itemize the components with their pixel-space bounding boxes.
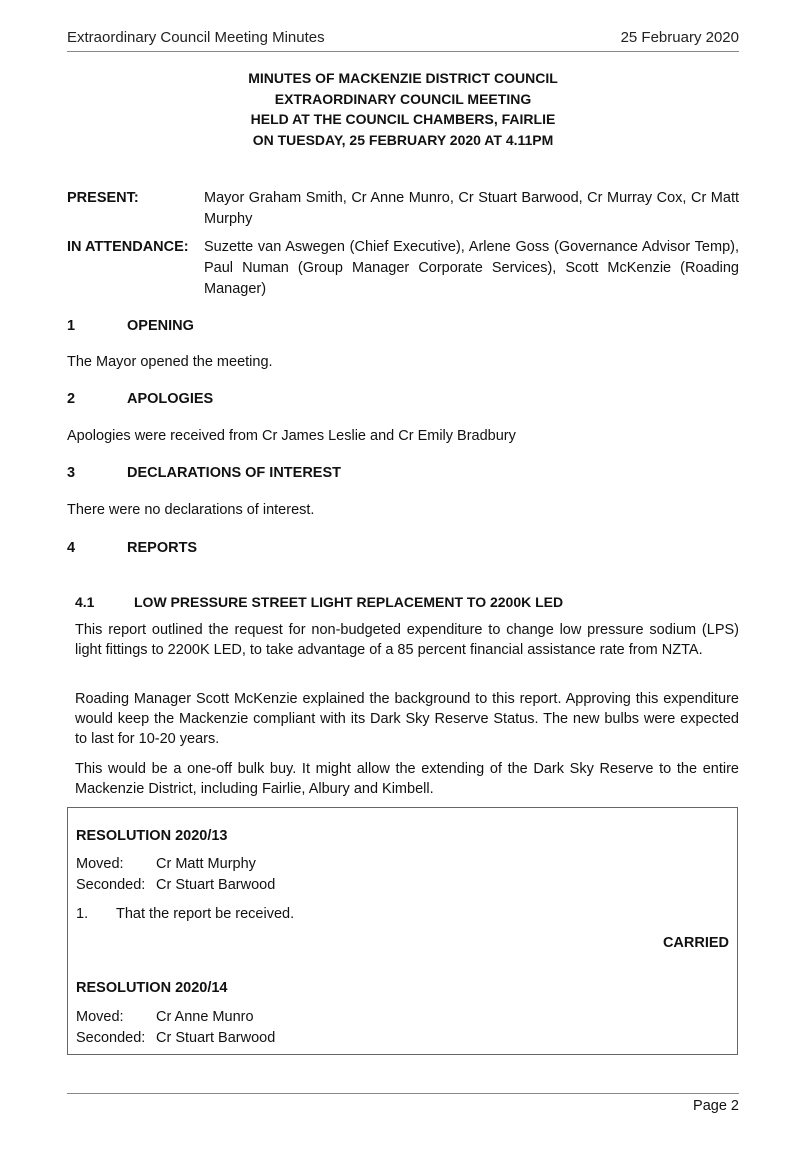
section-heading-declarations bbox=[67, 463, 341, 483]
moved-value: Cr Anne Munro bbox=[156, 1009, 254, 1025]
item-number: 1. bbox=[76, 906, 89, 922]
resolution-title: RESOLUTION 2020/14 bbox=[76, 980, 228, 996]
resolution-item bbox=[76, 904, 294, 924]
report-paragraph: This would be a one-off bulk buy. It might allow the extending of the Dark Sky Reserve to the entire Mackenzie District, including Fairlie, Albury and Kimbell. bbox=[75, 761, 739, 797]
present-label: PRESENT: bbox=[67, 190, 139, 206]
title-line: EXTRAORDINARY COUNCIL MEETING bbox=[274, 90, 532, 107]
section-title: OPENING bbox=[127, 318, 194, 334]
section-text: There were no declarations of interest. bbox=[67, 502, 315, 518]
present-row bbox=[67, 188, 739, 230]
section-number: 1 bbox=[67, 318, 76, 334]
carried-label: CARRIED bbox=[662, 935, 729, 951]
section-number: 2 bbox=[67, 391, 76, 407]
document-title bbox=[67, 68, 739, 150]
section-heading-opening bbox=[67, 316, 194, 336]
item-text: That the report be received. bbox=[116, 906, 295, 922]
header-title: Extraordinary Council Meeting Minutes bbox=[67, 29, 325, 46]
report-paragraph: This report outlined the request for non-budgeted expenditure to change low pressure sodium (LPS) light fittings to 2200K LED, to take advantage of a 85 percent financial assistance rate from NZTA. bbox=[75, 622, 739, 658]
section-number: 4 bbox=[67, 540, 76, 556]
moved-row bbox=[76, 1007, 254, 1027]
attendance-row bbox=[67, 237, 739, 300]
header-rule bbox=[67, 51, 739, 52]
moved-row bbox=[76, 854, 256, 874]
seconded-label: Seconded: bbox=[76, 877, 146, 893]
moved-label: Moved: bbox=[76, 856, 124, 872]
report-number: 4.1 bbox=[75, 594, 95, 610]
seconded-row bbox=[76, 875, 275, 895]
footer-rule bbox=[67, 1093, 739, 1094]
section-title: DECLARATIONS OF INTEREST bbox=[127, 465, 342, 481]
seconded-value: Cr Stuart Barwood bbox=[156, 1030, 276, 1046]
section-heading-apologies bbox=[67, 389, 213, 409]
running-header bbox=[67, 28, 739, 50]
header-date: 25 February 2020 bbox=[620, 29, 739, 46]
section-number: 3 bbox=[67, 465, 76, 481]
section-title: REPORTS bbox=[127, 540, 198, 556]
moved-label: Moved: bbox=[76, 1009, 124, 1025]
title-line: ON TUESDAY, 25 FEBRUARY 2020 AT 4.11PM bbox=[252, 131, 554, 148]
resolution-title: RESOLUTION 2020/13 bbox=[76, 828, 228, 844]
section-text: Apologies were received from Cr James Leslie and Cr Emily Bradbury bbox=[67, 428, 516, 444]
section-text: The Mayor opened the meeting. bbox=[67, 354, 273, 370]
attendance-label: IN ATTENDANCE: bbox=[67, 239, 189, 255]
title-line: HELD AT THE COUNCIL CHAMBERS, FAIRLIE bbox=[250, 111, 556, 127]
seconded-label: Seconded: bbox=[76, 1030, 146, 1046]
seconded-row bbox=[76, 1028, 275, 1048]
title-line: MINUTES OF MACKENZIE DISTRICT COUNCIL bbox=[248, 70, 558, 86]
section-title: APOLOGIES bbox=[127, 391, 214, 407]
resolution-box bbox=[67, 807, 738, 1055]
attendance-value: Suzette van Aswegen (Chief Executive), Arlene Goss (Governance Advisor Temp), Paul Numan (Group Manager Corporate Services), Scott McKenzie (Roading Manager) bbox=[204, 239, 739, 297]
report-paragraph: Roading Manager Scott McKenzie explained the background to this report. Approving this expenditure would keep the Mackenzie compliant with its Dark Sky Reserve Status. The new bulbs were expected to last for 10-20 years. bbox=[75, 691, 739, 747]
present-value: Mayor Graham Smith, Cr Anne Munro, Cr Stuart Barwood, Cr Murray Cox, Cr Matt Murphy bbox=[204, 190, 739, 227]
report-heading bbox=[75, 592, 563, 612]
page-number: Page 2 bbox=[693, 1098, 739, 1114]
section-heading-reports bbox=[67, 538, 197, 558]
report-title: LOW PRESSURE STREET LIGHT REPLACEMENT TO 2200K LED bbox=[134, 594, 564, 610]
seconded-value: Cr Stuart Barwood bbox=[156, 877, 276, 893]
moved-value: Cr Matt Murphy bbox=[156, 856, 256, 872]
